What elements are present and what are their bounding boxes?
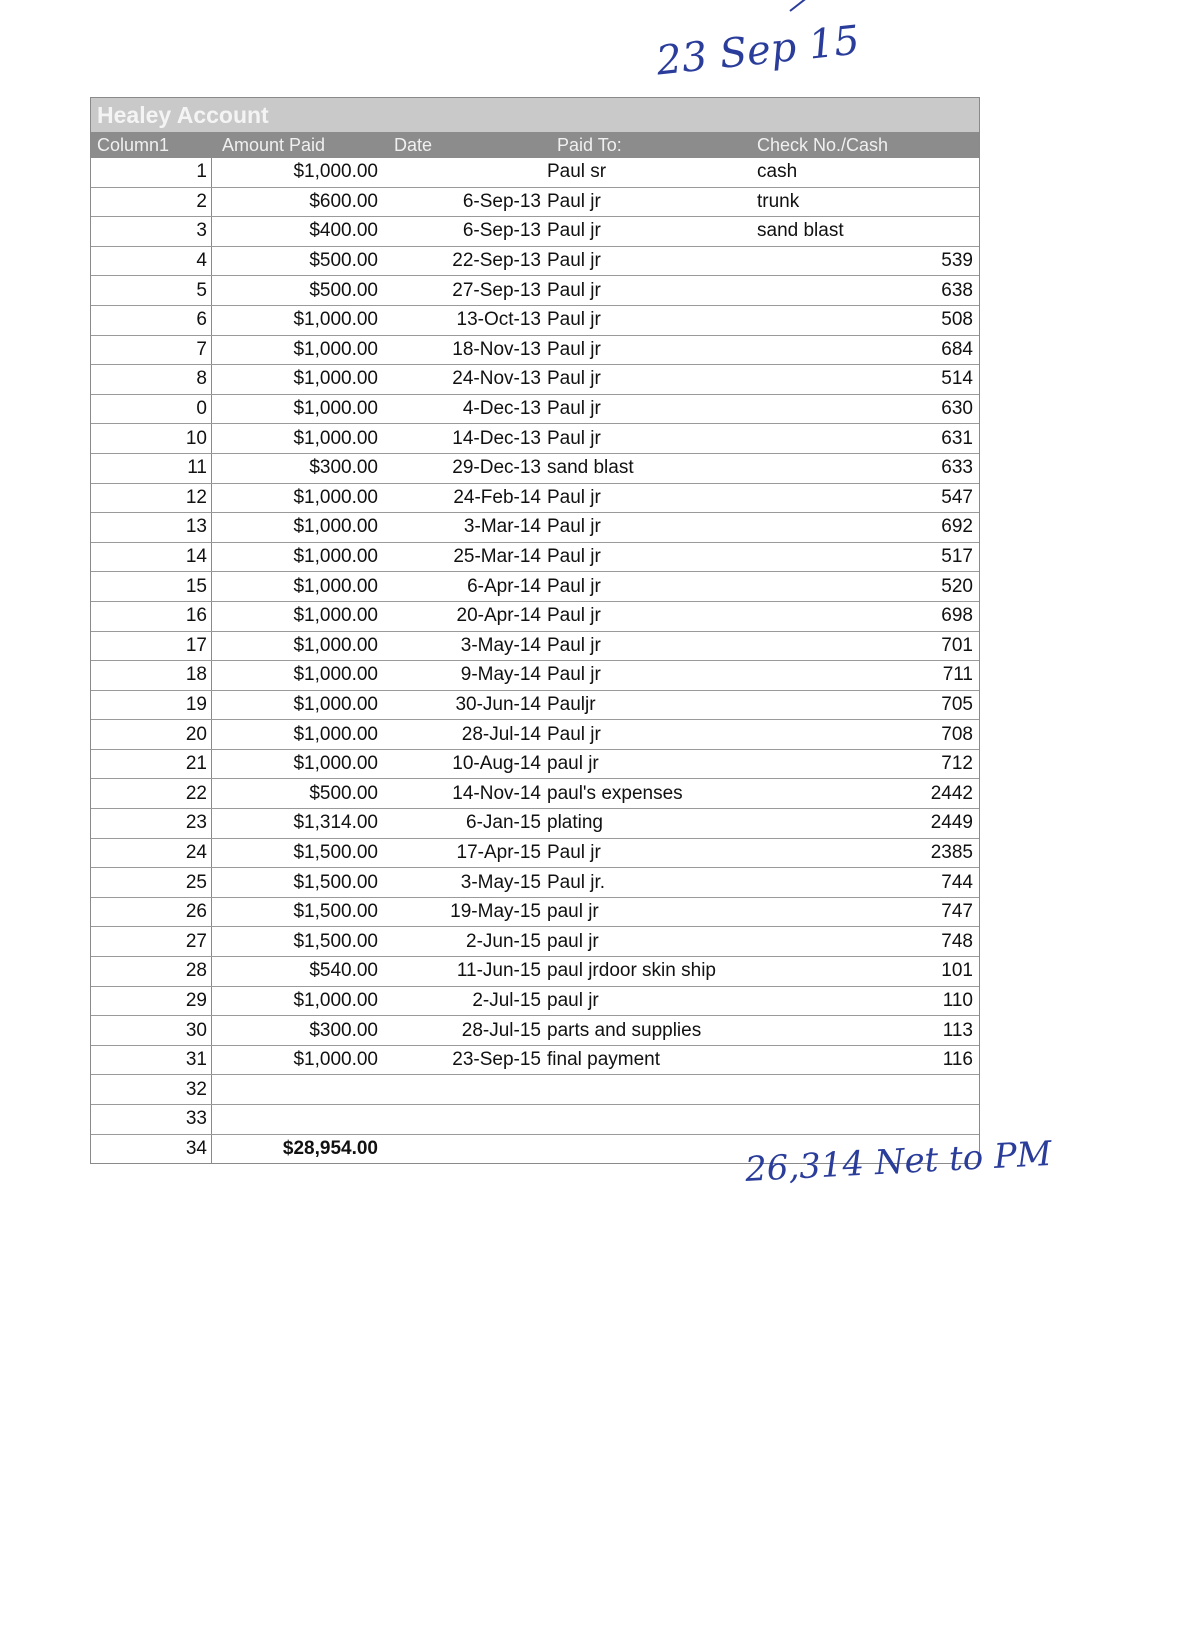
table-row bbox=[91, 987, 979, 1017]
paid-to-cell: paul jrdoor skin ship bbox=[547, 960, 716, 982]
handwritten-swash bbox=[789, 0, 845, 12]
paid-to-cell: Paul jr bbox=[547, 190, 601, 212]
table-row bbox=[91, 632, 979, 662]
table-row bbox=[91, 1075, 979, 1105]
row-number: 15 bbox=[91, 572, 212, 601]
amount-paid-cell: $540.00 bbox=[309, 960, 378, 982]
amount-paid-cell: $1,000.00 bbox=[293, 161, 378, 183]
date-cell: 25-Mar-14 bbox=[453, 546, 541, 568]
check-no-cell: 113 bbox=[942, 1019, 973, 1041]
row-number: 32 bbox=[91, 1075, 212, 1104]
row-number: 4 bbox=[91, 247, 212, 276]
row-number: 0 bbox=[91, 395, 212, 424]
row-number: 34 bbox=[91, 1135, 212, 1164]
amount-paid-cell: $1,000.00 bbox=[293, 693, 378, 715]
row-number: 6 bbox=[91, 306, 212, 335]
header-amount-paid: Amount Paid bbox=[222, 134, 326, 155]
row-number: 24 bbox=[91, 839, 212, 868]
paid-to-cell: Paul jr bbox=[547, 250, 601, 272]
row-number: 5 bbox=[91, 276, 212, 305]
amount-paid-cell: $1,500.00 bbox=[293, 901, 378, 923]
date-cell: 4-Dec-13 bbox=[462, 398, 541, 420]
check-no-cell: 684 bbox=[941, 338, 973, 360]
paid-to-cell: Pauljr bbox=[547, 693, 596, 715]
date-cell: 23-Sep-15 bbox=[452, 1049, 541, 1071]
amount-paid-cell: $1,000.00 bbox=[293, 575, 378, 597]
check-no-cell: 539 bbox=[941, 250, 973, 272]
date-cell: 6-Apr-14 bbox=[467, 575, 541, 597]
check-no-cell: 711 bbox=[942, 664, 973, 686]
date-cell: 18-Nov-13 bbox=[452, 338, 541, 360]
paid-to-cell: Paul jr bbox=[547, 723, 601, 745]
table-row bbox=[91, 1105, 979, 1135]
check-no-cell: 747 bbox=[941, 901, 973, 923]
header-check-no: Check No./Cash bbox=[757, 134, 889, 155]
row-number: 25 bbox=[91, 868, 212, 897]
date-cell: 2-Jun-15 bbox=[466, 930, 541, 952]
table-row bbox=[91, 661, 979, 691]
amount-paid-cell: $1,500.00 bbox=[293, 930, 378, 952]
row-number: 23 bbox=[91, 809, 212, 838]
healey-account-table bbox=[90, 97, 980, 1164]
header-date: Date bbox=[394, 134, 433, 155]
row-number: 28 bbox=[91, 957, 212, 986]
table-row bbox=[91, 424, 979, 454]
paid-to-cell: Paul jr. bbox=[547, 871, 606, 893]
check-no-cell: 708 bbox=[941, 723, 973, 745]
check-no-cell: 631 bbox=[941, 427, 973, 449]
table-header bbox=[91, 132, 979, 158]
check-no-cell: 547 bbox=[941, 486, 973, 508]
check-no-cell: 712 bbox=[941, 753, 973, 775]
amount-paid-cell: $1,000.00 bbox=[293, 546, 378, 568]
check-no-cell: cash bbox=[757, 161, 798, 183]
table-row bbox=[91, 365, 979, 395]
date-cell: 22-Sep-13 bbox=[452, 250, 541, 272]
date-cell: 19-May-15 bbox=[450, 901, 541, 923]
row-number: 20 bbox=[91, 720, 212, 749]
table-row bbox=[91, 720, 979, 750]
table-row bbox=[91, 247, 979, 277]
amount-paid-cell: $500.00 bbox=[309, 279, 378, 301]
amount-paid-cell: $500.00 bbox=[309, 250, 378, 272]
amount-paid-cell: $1,000.00 bbox=[293, 989, 378, 1011]
amount-paid-cell: $1,000.00 bbox=[293, 605, 378, 627]
date-cell: 29-Dec-13 bbox=[452, 457, 541, 479]
amount-paid-cell: $1,000.00 bbox=[293, 723, 378, 745]
date-cell: 13-Oct-13 bbox=[456, 309, 541, 331]
table-row bbox=[91, 898, 979, 928]
check-no-cell: 520 bbox=[941, 575, 973, 597]
check-no-cell: 748 bbox=[941, 930, 973, 952]
paid-to-cell: plating bbox=[547, 812, 603, 834]
amount-paid-cell: $1,314.00 bbox=[293, 812, 378, 834]
date-cell: 9-May-14 bbox=[460, 664, 541, 686]
date-cell: 6-Jan-15 bbox=[466, 812, 541, 834]
check-no-cell: 514 bbox=[941, 368, 973, 390]
amount-paid-cell: $1,000.00 bbox=[293, 664, 378, 686]
table-row bbox=[91, 927, 979, 957]
table-row bbox=[91, 276, 979, 306]
date-cell: 10-Aug-14 bbox=[452, 753, 541, 775]
amount-paid-cell: $1,000.00 bbox=[293, 486, 378, 508]
check-no-cell: 633 bbox=[941, 457, 973, 479]
paid-to-cell: Paul jr bbox=[547, 486, 601, 508]
row-number: 33 bbox=[91, 1105, 212, 1134]
table-row bbox=[91, 454, 979, 484]
table-row bbox=[91, 779, 979, 809]
amount-paid-cell: $1,000.00 bbox=[293, 368, 378, 390]
amount-paid-cell: $1,000.00 bbox=[293, 309, 378, 331]
row-number: 1 bbox=[91, 158, 212, 187]
handwritten-date: 23 Sep 15 bbox=[654, 17, 862, 85]
paid-to-cell: Paul jr bbox=[547, 546, 601, 568]
paid-to-cell: Paul jr bbox=[547, 368, 601, 390]
row-number: 18 bbox=[91, 661, 212, 690]
table-row bbox=[91, 750, 979, 780]
header-column1: Column1 bbox=[97, 134, 170, 155]
row-number: 19 bbox=[91, 691, 212, 720]
date-cell: 14-Nov-14 bbox=[452, 782, 541, 804]
date-cell: 24-Nov-13 bbox=[452, 368, 541, 390]
row-number: 10 bbox=[91, 424, 212, 453]
check-no-cell: 630 bbox=[941, 398, 973, 420]
row-number: 31 bbox=[91, 1046, 212, 1075]
date-cell: 11-Jun-15 bbox=[456, 960, 541, 982]
date-cell: 24-Feb-14 bbox=[453, 486, 541, 508]
paid-to-cell: parts and supplies bbox=[547, 1019, 702, 1041]
amount-paid-cell: $500.00 bbox=[309, 782, 378, 804]
amount-paid-cell: $1,000.00 bbox=[293, 634, 378, 656]
row-number: 17 bbox=[91, 632, 212, 661]
amount-paid-cell: $1,000.00 bbox=[293, 1049, 378, 1071]
row-number: 22 bbox=[91, 779, 212, 808]
paid-to-cell: Paul sr bbox=[547, 161, 607, 183]
row-number: 12 bbox=[91, 484, 212, 513]
table-row bbox=[91, 839, 979, 869]
amount-paid-cell: $1,500.00 bbox=[293, 871, 378, 893]
row-number: 7 bbox=[91, 336, 212, 365]
table-row bbox=[91, 484, 979, 514]
check-no-cell: 2449 bbox=[930, 812, 973, 834]
row-number: 21 bbox=[91, 750, 212, 779]
table-title: Healey Account bbox=[91, 98, 979, 132]
check-no-cell: 638 bbox=[941, 279, 973, 301]
check-no-cell: 705 bbox=[941, 693, 973, 715]
table-row bbox=[91, 543, 979, 573]
table-row bbox=[91, 158, 979, 188]
table-row bbox=[91, 188, 979, 218]
amount-paid-cell: $1,000.00 bbox=[293, 338, 378, 360]
table-row bbox=[91, 957, 979, 987]
row-number: 2 bbox=[91, 188, 212, 217]
paid-to-cell: Paul jr bbox=[547, 516, 601, 538]
row-number: 16 bbox=[91, 602, 212, 631]
amount-paid-cell: $1,000.00 bbox=[293, 398, 378, 420]
paid-to-cell: sand blast bbox=[547, 457, 634, 479]
check-no-cell: 101 bbox=[941, 960, 973, 982]
paid-to-cell: Paul jr bbox=[547, 841, 601, 863]
paid-to-cell: Paul jr bbox=[547, 220, 601, 242]
check-no-cell: 2442 bbox=[930, 782, 973, 804]
check-no-cell: 744 bbox=[941, 871, 973, 893]
table-row bbox=[91, 1046, 979, 1076]
table-row bbox=[91, 868, 979, 898]
paid-to-cell: Paul jr bbox=[547, 309, 601, 331]
amount-paid-cell: $1,000.00 bbox=[293, 753, 378, 775]
paid-to-cell: Paul jr bbox=[547, 398, 601, 420]
amount-paid-cell: $300.00 bbox=[309, 457, 378, 479]
row-number: 30 bbox=[91, 1016, 212, 1045]
table-row bbox=[91, 513, 979, 543]
table-row bbox=[91, 336, 979, 366]
row-number: 29 bbox=[91, 987, 212, 1016]
paid-to-cell: Paul jr bbox=[547, 634, 601, 656]
table-row bbox=[91, 306, 979, 336]
row-number: 14 bbox=[91, 543, 212, 572]
amount-paid-cell: $1,000.00 bbox=[293, 516, 378, 538]
amount-paid-cell: $1,000.00 bbox=[293, 427, 378, 449]
table-body bbox=[91, 158, 979, 1163]
table-row bbox=[91, 395, 979, 425]
date-cell: 3-May-14 bbox=[460, 634, 541, 656]
date-cell: 28-Jul-14 bbox=[461, 723, 541, 745]
paid-to-cell: Paul jr bbox=[547, 605, 601, 627]
date-cell: 6-Sep-13 bbox=[462, 220, 541, 242]
row-number: 27 bbox=[91, 927, 212, 956]
check-no-cell: sand blast bbox=[757, 220, 844, 242]
table-row bbox=[91, 217, 979, 247]
date-cell: 2-Jul-15 bbox=[472, 989, 541, 1011]
check-no-cell: 508 bbox=[941, 309, 973, 331]
paid-to-cell: paul's expenses bbox=[547, 782, 683, 804]
amount-paid-cell: $28,954.00 bbox=[282, 1137, 378, 1159]
row-number: 26 bbox=[91, 898, 212, 927]
paid-to-cell: Paul jr bbox=[547, 427, 601, 449]
date-cell: 14-Dec-13 bbox=[452, 427, 541, 449]
paid-to-cell: paul jr bbox=[547, 930, 599, 952]
table-row bbox=[91, 1016, 979, 1046]
check-no-cell: 116 bbox=[942, 1049, 973, 1071]
date-cell: 30-Jun-14 bbox=[455, 693, 541, 715]
date-cell: 17-Apr-15 bbox=[456, 841, 541, 863]
amount-paid-cell: $600.00 bbox=[309, 190, 378, 212]
paid-to-cell: final payment bbox=[547, 1049, 661, 1071]
amount-paid-cell: $300.00 bbox=[309, 1019, 378, 1041]
paid-to-cell: paul jr bbox=[547, 989, 599, 1011]
check-no-cell: 2385 bbox=[930, 841, 973, 863]
table-row bbox=[91, 809, 979, 839]
row-number: 8 bbox=[91, 365, 212, 394]
row-number: 13 bbox=[91, 513, 212, 542]
paid-to-cell: Paul jr bbox=[547, 575, 601, 597]
paid-to-cell: Paul jr bbox=[547, 338, 601, 360]
table-row bbox=[91, 602, 979, 632]
date-cell: 6-Sep-13 bbox=[462, 190, 541, 212]
handwritten-note: 26,314 Net to PM bbox=[744, 1134, 1053, 1190]
check-no-cell: trunk bbox=[757, 190, 800, 212]
check-no-cell: 698 bbox=[941, 605, 973, 627]
amount-paid-cell: $400.00 bbox=[309, 220, 378, 242]
paid-to-cell: Paul jr bbox=[547, 279, 601, 301]
paid-to-cell: paul jr bbox=[547, 753, 599, 775]
amount-paid-cell: $1,500.00 bbox=[293, 841, 378, 863]
table-row bbox=[91, 572, 979, 602]
row-number: 11 bbox=[91, 454, 212, 483]
check-no-cell: 692 bbox=[941, 516, 973, 538]
check-no-cell: 701 bbox=[941, 634, 973, 656]
paid-to-cell: paul jr bbox=[547, 901, 599, 923]
check-no-cell: 517 bbox=[941, 546, 973, 568]
row-number: 3 bbox=[91, 217, 212, 246]
date-cell: 20-Apr-14 bbox=[456, 605, 541, 627]
date-cell: 3-May-15 bbox=[460, 871, 541, 893]
paid-to-cell: Paul jr bbox=[547, 664, 601, 686]
check-no-cell: 110 bbox=[942, 989, 973, 1011]
table-row bbox=[91, 691, 979, 721]
date-cell: 27-Sep-13 bbox=[452, 279, 541, 301]
date-cell: 28-Jul-15 bbox=[461, 1019, 541, 1041]
header-paid-to: Paid To: bbox=[557, 134, 622, 155]
date-cell: 3-Mar-14 bbox=[463, 516, 541, 538]
